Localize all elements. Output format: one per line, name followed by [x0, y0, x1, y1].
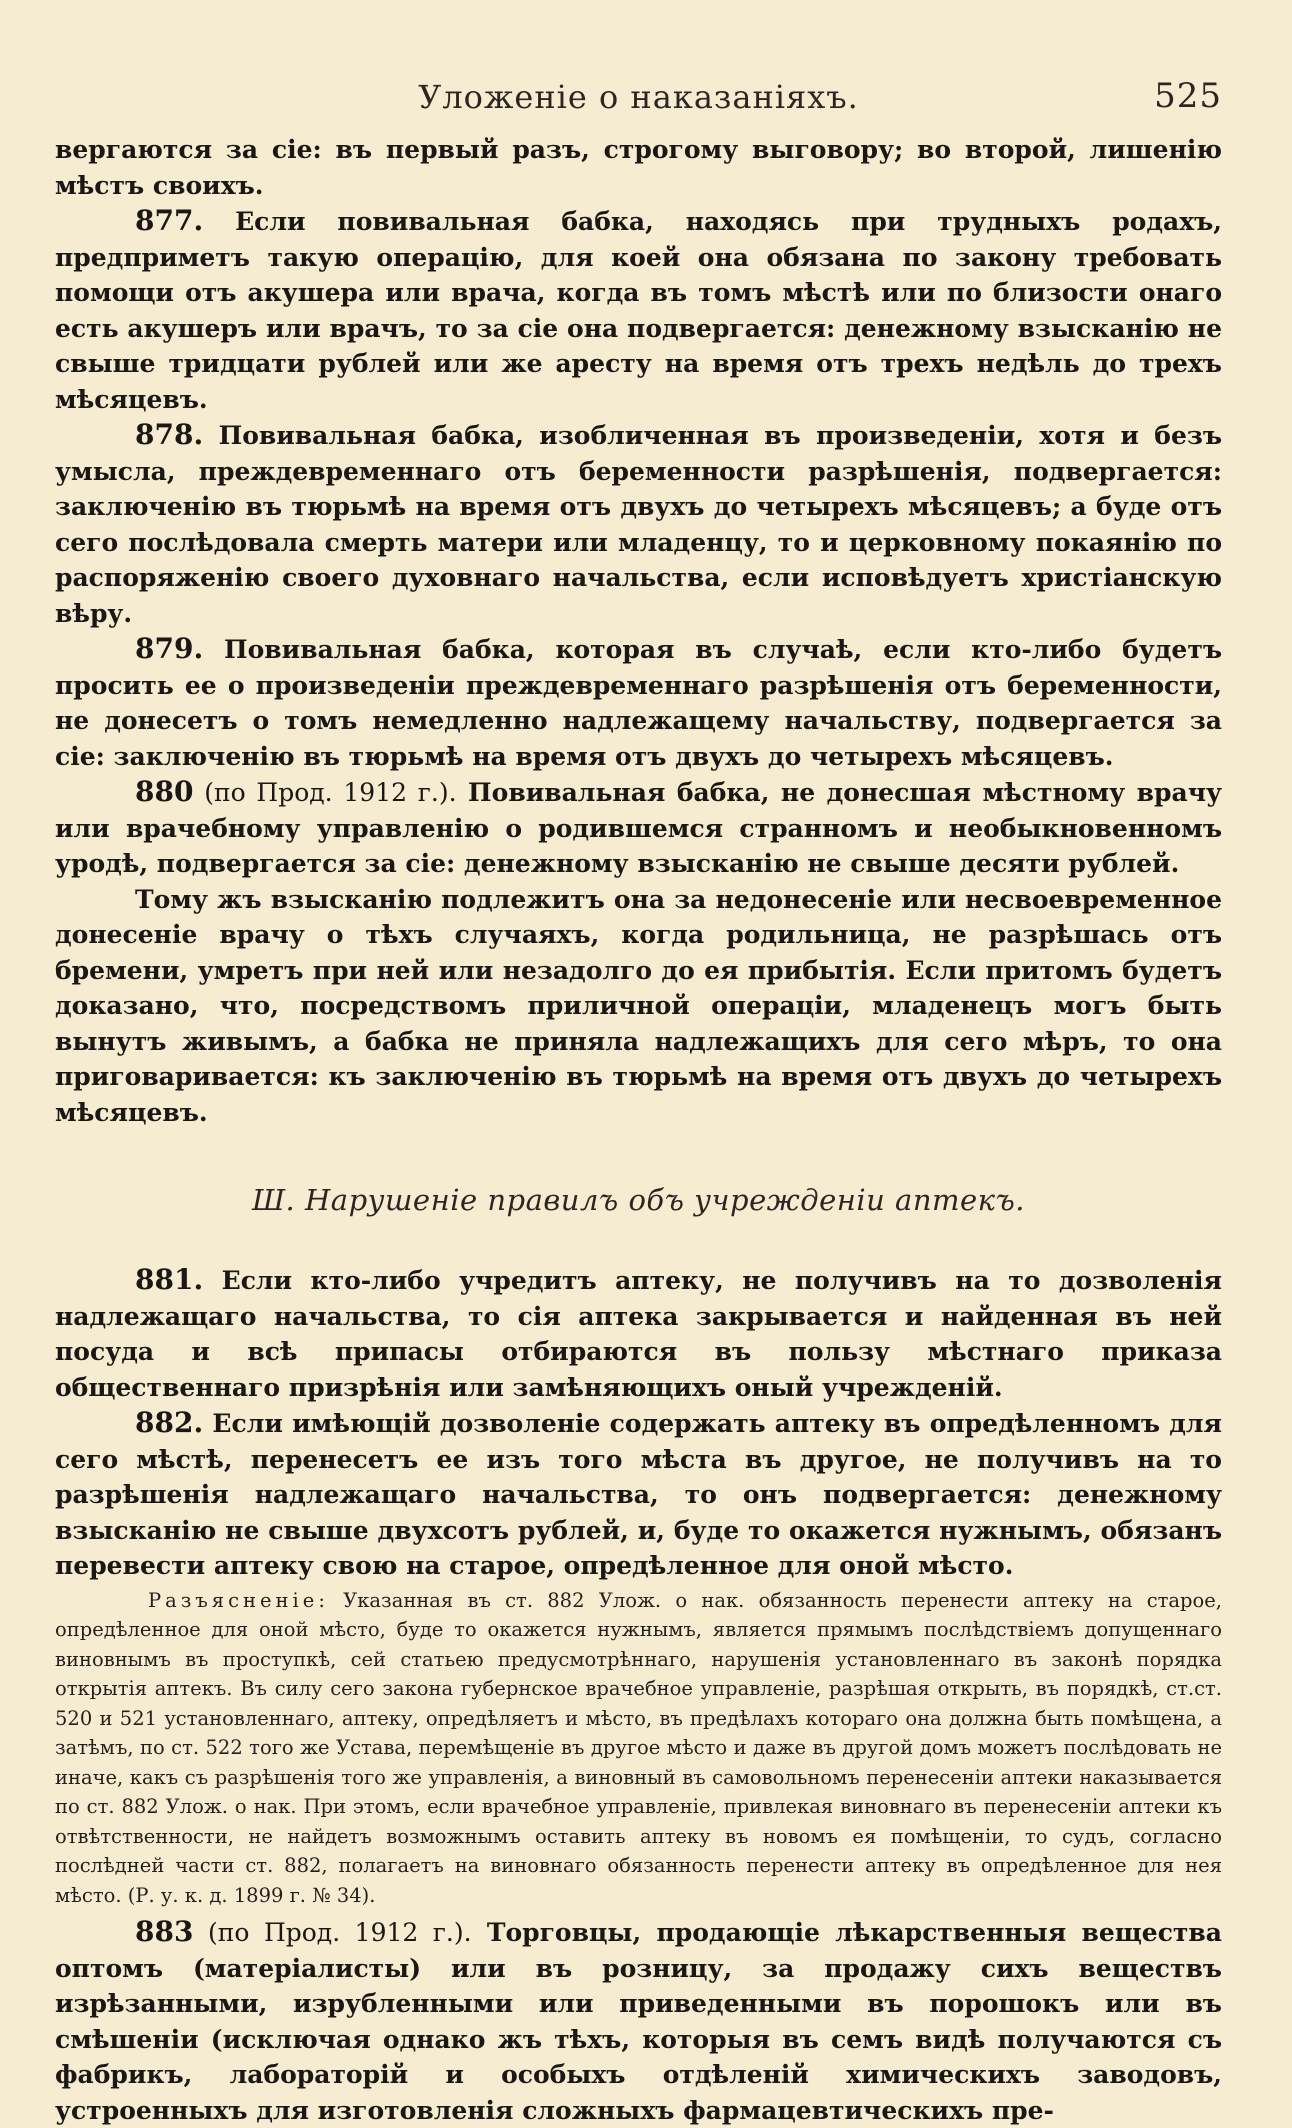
article-number: 879. — [135, 632, 204, 665]
article-text: Если имѣющій дозволеніе содержать аптеку въ опредѣленномъ для сего мѣстѣ, перенесетъ ее изъ того мѣста въ другое, не получивъ на то разрѣшенія надлежащаго начальства, то онъ подвергается: денежному взысканію не свыше двухсотъ рублей, и, буде то окажется нужнымъ, обязанъ перевести аптеку свою на старое, опредѣленное для оной мѣсто. — [55, 1409, 1222, 1580]
article-878 — [55, 417, 1222, 631]
article-883 — [55, 1914, 1222, 2128]
article-text: Повивальная бабка, изобличенная въ произведеніи, хотя и безъ умысла, преждевременнаго отъ беременности разрѣшенія, подвергается: заключенію въ тюрьмѣ на время отъ двухъ до четырехъ мѣсяцевъ; а буде отъ сего послѣдовала смерть матери или младенцу, то и церковному покаянію по распоряженію своего духовнаго начальства, если исповѣдуетъ христіанскую вѣру. — [55, 421, 1222, 628]
article-number: 883 — [135, 1915, 194, 1948]
article-881 — [55, 1262, 1222, 1405]
article-text: Повивальная бабка, не донесшая мѣстному врачу или врачебному управленію о родившемся странномъ и необыкновенномъ уродѣ, подвергается за сіе: денежному взысканію не свыше десяти рублей. — [55, 778, 1223, 878]
paragraph-text: вергаются за сіе: въ первый разъ, строгому выговору; во второй, лишенію мѣстъ своихъ. — [55, 135, 1222, 200]
running-title: Уложеніе о наказаніяхъ. — [418, 78, 859, 116]
article-reference: (по Прод. 1912 г.). — [193, 1918, 472, 1947]
note-text: Указанная въ ст. 882 Улож. о нак. обязанность перенести аптеку на старое, опредѣленное для оной мѣсто, буде то окажется нужнымъ, является прямымъ послѣдствіемъ допущеннаго виновнымъ въ проступкѣ, сей статьею предусмотрѣннаго, нарушенія установленнаго въ законѣ порядка открытія аптекъ. Въ силу сего закона губернское врачебное управленіе, разрѣшая открыть, въ порядкѣ, ст.ст. 520 и 521 установленнаго, аптеку, опредѣляетъ и мѣсто, въ предѣлахъ котораго она должна быть помѣщена, а затѣмъ, по ст. 522 того же Устава, перемѣщеніе въ другое мѣсто и даже въ другой домъ можетъ послѣдовать не иначе, какъ съ разрѣшенія того же управленія, а виновный въ самовольномъ перенесеніи аптеки наказывается по ст. 882 Улож. о нак. При этомъ, если врачебное управленіе, привлекая виновнаго въ перенесеніи аптеки къ отвѣтственности, не найдетъ возможнымъ оставить аптеку въ новомъ ея помѣщеніи, то судъ, согласно послѣдней части ст. 882, полагаетъ на виновнаго обязанность перенести аптеку въ опредѣленное для нея мѣсто. (Р. у. к. д. 1899 г. № 34). — [55, 1588, 1222, 1907]
article-text: Повивальная бабка, которая въ случаѣ, если кто-либо будетъ просить ее о произведеніи преждевременнаго разрѣшенія отъ беременности, не донесетъ о томъ немедленно надлежащему начальству, подвергается за сіе: заключенію въ тюрьмѣ на время отъ двухъ до четырехъ мѣсяцевъ. — [55, 635, 1222, 771]
article-number: 878. — [135, 418, 204, 451]
article-number: 882. — [135, 1406, 204, 1439]
article-text: Торговцы, продающіе лѣкарственныя вещества оптомъ (матеріалисты) или въ розницу, за продажу сихъ веществъ изрѣзанными, изрубленными или приведенными въ порошокъ или въ смѣшеніи (исключая однако жъ тѣхъ, которыя въ семъ видѣ получаются съ фабрикъ, лабораторій и особыхъ отдѣленій химическихъ заводовъ, устроенныхъ для изготовленія сложныхъ фармацевтическихъ пре- — [55, 1918, 1222, 2125]
article-text: Тому жъ взысканію подлежитъ она за недонесеніе или несвоевременное донесеніе врачу о тѣхъ случаяхъ, когда родильница, не разрѣшась отъ бремени, умретъ при ней или незадолго до ея прибытія. Если притомъ будетъ доказано, что, посредствомъ приличной операціи, младенецъ могъ быть вынутъ живымъ, а бабка не приняла надлежащихъ для сего мѣръ, то она приговаривается: къ заключенію въ тюрьмѣ на время отъ двухъ до четырехъ мѣсяцевъ. — [55, 884, 1222, 1127]
article-number: 880 — [135, 775, 194, 808]
article-number: 877. — [135, 204, 204, 237]
article-880 — [55, 774, 1222, 882]
article-text: Если кто-либо учредитъ аптеку, не получивъ на то дозволенія надлежащаго начальства, то сія аптека закрывается и найденная въ ней посуда и всѣ припасы отбираются въ пользу мѣстнаго приказа общественнаго призрѣнія или замѣняющихъ оный учрежденій. — [55, 1266, 1222, 1402]
article-882 — [55, 1405, 1222, 1584]
page-number: 525 — [1154, 76, 1222, 116]
article-reference: (по Прод. 1912 г.). — [193, 778, 457, 807]
article-number: 881. — [135, 1263, 204, 1296]
article-879 — [55, 631, 1222, 774]
article-text: Если повивальная бабка, находясь при трудныхъ родахъ, предприметъ такую операцію, для коей она обязана по закону требовать помощи отъ акушера или врача, когда въ томъ мѣстѣ или по близости онаго есть акушеръ или врачъ, то за сіе она подвергается: денежному взысканію не свыше тридцати рублей или же аресту на время отъ трехъ недѣль до трехъ мѣсяцевъ. — [55, 207, 1222, 414]
article-877 — [55, 203, 1222, 417]
article-880-continuation — [55, 882, 1222, 1131]
paragraph-continuation — [55, 132, 1222, 203]
running-header — [55, 72, 1222, 132]
clarification-note — [55, 1586, 1222, 1911]
note-label: Разъясненіе: — [148, 1588, 329, 1612]
section-heading: Ш. Нарушеніе правилъ объ учрежденіи аптекъ. — [251, 1183, 1026, 1217]
